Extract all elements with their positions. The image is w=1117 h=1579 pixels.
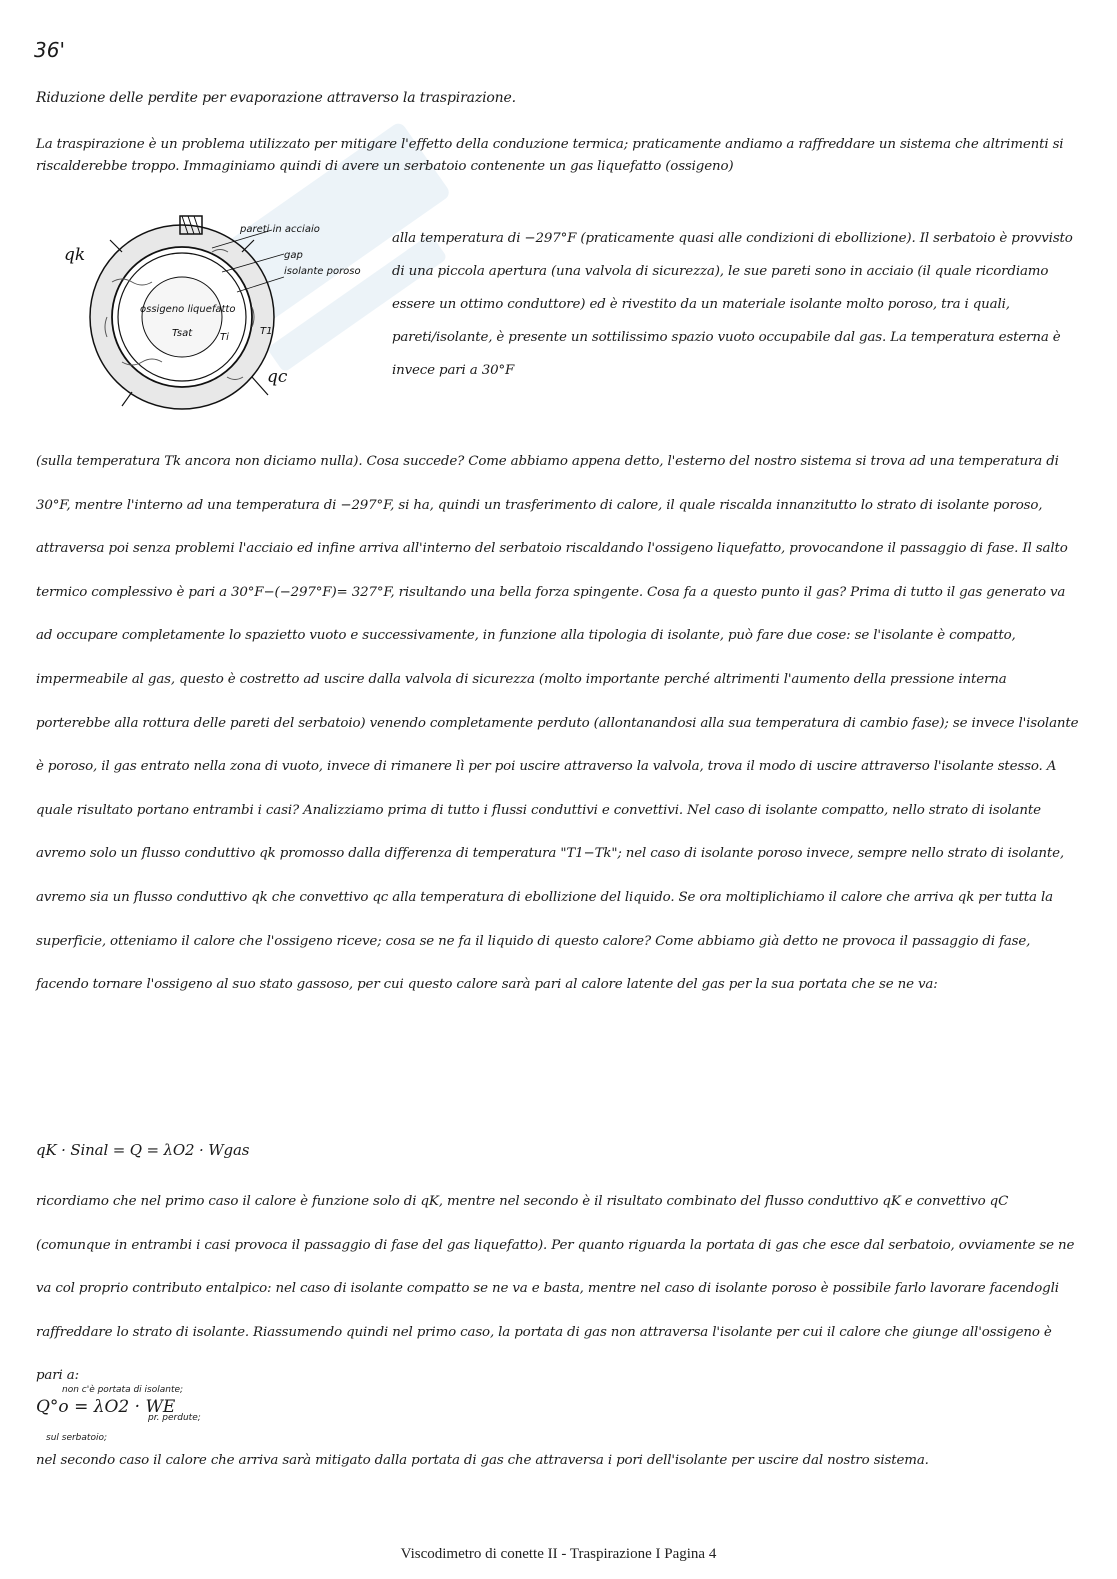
closing-line: nel secondo caso il calore che arriva sarà mitigato dalla portata di gas che attraversa i pori dell'isolante per uscire dal nostro sistema. <box>36 1453 929 1468</box>
formula-equation: Q°o = λO2 · WE <box>36 1397 176 1417</box>
label-qk: qk <box>64 245 86 265</box>
page-number: 36' <box>34 38 65 62</box>
formula-note-sub: pr. perdute; <box>148 1413 201 1423</box>
page-footer: Viscodimetro di conette II - Traspirazione I Pagina 4 <box>400 1546 717 1562</box>
label-center: ossigeno liquefatto <box>140 304 236 315</box>
side-paragraph: alla temperatura di −297°F (praticamente quasi alle condizioni di ebollizione). Il serbatoio è provvisto di una piccola apertura (una valvola di sicurezza), le sue pareti sono in acciaio (il quale ricordiamo essere un ottimo conduttore) ed è rivestito da un materiale isolante molto poroso, tra i quali, pareti/isolante, è presente un sottilissimo spazio vuoto occupabile dal gas. La temperatura esterna è invece pari a 30°F <box>392 231 1073 378</box>
intro-paragraph: La traspirazione è un problema utilizzato per mitigare l'effetto della conduzione termica; praticamente andiamo a raffreddare un sistema che altrimenti si riscalderebbe troppo. Immaginiamo quindi di avere un serbatoio contenente un gas liquefatto (ossigeno) <box>36 137 1064 174</box>
label-t1: T1 <box>260 326 273 337</box>
section-title: Riduzione delle perdite per evaporazione attraverso la traspirazione. <box>36 90 516 106</box>
formula-note-bottom: sul serbatoio; <box>46 1433 107 1443</box>
tank-diagram <box>62 212 382 427</box>
label-isolante: isolante poroso <box>284 266 361 277</box>
label-pareti: pareti in acciaio <box>240 224 320 235</box>
main-paragraph: (sulla temperatura Tk ancora non diciamo nulla). Cosa succede? Come abbiamo appena detto, l'esterno del nostro sistema si trova ad una temperatura di 30°F, mentre l'interno ad una temperatura di −297°F, si ha, quindi un trasferimento di calore, il quale riscalda innanzitutto lo strato di isolante poroso, attraversa poi senza problemi l'acciaio ed infine arriva all'interno del serbatoio riscaldando l'ossigeno liquefatto, provocandone il passaggio di fase. Il salto termico complessivo è pari a 30°F−(−297°F)= 327°F, risultando una bella forza spingente. Cosa fa a questo punto il gas? Prima di tutto il gas generato va ad occupare completamente lo spazietto vuoto e successivamente, in funzione alla tipologia di isolante, può fare due cose: se l'isolante è compatto, impermeabile al gas, questo è costretto ad uscire dalla valvola di sicurezza (molto importante perché altrimenti l'aumento della pressione interna porterebbe alla rottura delle pareti del serbatoio) venendo completamente perduto (allontanandosi alla sua temperatura di cambio fase); se invece l'isolante è poroso, il gas entrato nella zona di vuoto, invece di rimanere lì per poi uscire attraverso la valvola, trova il modo di uscire attraverso l'isolante stesso. A quale risultato portano entrambi i casi? Analizziamo prima di tutto i flussi conduttivi e convettivi. Nel caso di isolante compatto, nello strato di isolante avremo solo un flusso conduttivo qk promosso dalla differenza di temperatura "T1−Tk"; nel caso di isolante poroso invece, sempre nello strato di isolante, avremo sia un flusso conduttivo qk che convettivo qc alla temperatura di ebollizione del liquido. Se ora moltiplichiamo il calore che arriva qk per tutta la superficie, otteniamo il calore che l'ossigeno riceve; cosa se ne fa il liquido di questo calore? Come abbiamo già detto ne provoca il passaggio di fase, facendo tornare l'ossigeno al suo stato gassoso, per cui questo calore sarà pari al calore latente del gas per la sua portata che se ne va: <box>36 454 1079 993</box>
label-ti: Ti <box>220 332 229 343</box>
label-qc: qc <box>267 367 288 387</box>
label-tsat: Tsat <box>172 328 193 339</box>
second-paragraph: ricordiamo che nel primo caso il calore è funzione solo di qK, mentre nel secondo è il risultato combinato del flusso conduttivo qK e convettivo qC (comunque in entrambi i casi provoca il passaggio di fase del gas liquefatto). Per quanto riguarda la portata di gas che esce dal serbatoio, ovviamente se ne va col proprio contributo entalpico: nel caso di isolante compatto se ne va e basta, mentre nel caso di isolante poroso è possibile farlo lavorare facendogli raffreddare lo strato di isolante. Riassumendo quindi nel primo caso, la portata di gas non attraversa l'isolante per cui il calore che giunge all'ossigeno è pari a: <box>36 1194 1075 1384</box>
label-gap: gap <box>284 250 303 261</box>
formula-latent-heat: qK · Sinal = Q = λO2 · Wgas <box>36 1141 250 1159</box>
formula-note-top: non c'è portata di isolante; <box>62 1385 184 1395</box>
